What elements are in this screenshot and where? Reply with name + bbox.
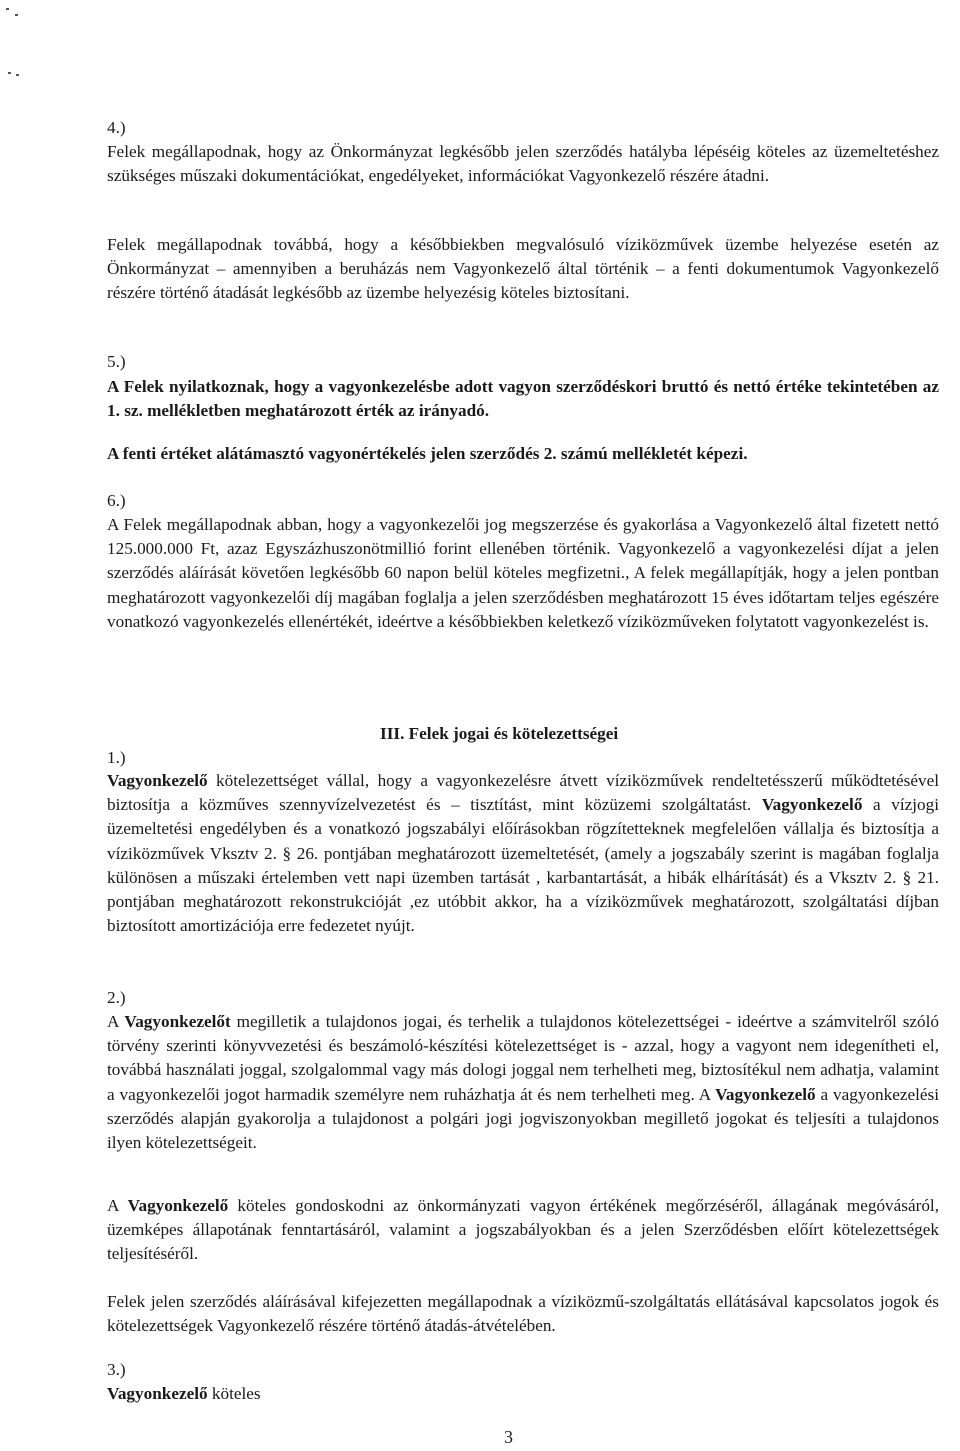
scan-speck [15,14,18,16]
section-4-paragraph-2: Felek megállapodnak továbbá, hogy a későbbiekben megvalósuló víziközművek üzembe helyezése esetén az Önkormányzat – amennyiben a beruházás nem Vagyonkezelő által történik – a fenti dokumentumok Vagyonkezelő részére történő átadását legkésőbb az üzembe helyezésig köteles biztosítani. [107,235,939,303]
chapter-3-item-2-paragraph-1 [107,1010,939,1155]
section-6-paragraph-1: A Felek megállapodnak abban, hogy a vagyonkezelői jog megszerzése és gyakorlása a Vagyonkezelő által fizetett nettó 125.000.000 Ft, azaz Egyszázhuszonötmillió forint ellenében történik. Vagyonkezelő a vagyonkezelési díjat a jelen szerződés aláírását követően legkésőbb 60 napon belül köteles megfizetni., A felek megállapítják, hogy a jelen pontban meghatározott vagyonkezelői díj magában foglalja a jelen szerződésben meghatározott 15 éves időtartam teljes egészére vonatkozó vagyonkezelés ellenértékét, ideértve a későbbiekben keletkező víziközműveken folytatott vagyonkezelést is. [107,515,939,631]
vagyonkezelo-term: Vagyonkezelő [107,1384,208,1403]
section-5-paragraph-2: A fenti értéket alátámasztó vagyonértékelés jelen szerződés 2. számú mellékletét képezi. [107,444,748,463]
chapter-3-item-2-paragraph-2 [107,1194,939,1267]
page-number: 3 [504,1427,513,1447]
vagyonkezelo-term: Vagyonkezelő [761,795,863,815]
chapter-3-item-2-text-2: a vagyonkezelési szerződés alapján gyakorolja a tulajdonost a polgári jogi jogviszonyokban megillető jogokat és teljesíti a tulajdonos ilyen kötelezettségeit. [107,1084,940,1153]
chapter-3-item-1-number: 1.) [107,748,126,767]
scan-speck [8,72,11,74]
section-6-number: 6.) [107,491,126,510]
chapter-3-item-3-paragraph [107,1382,939,1406]
scan-speck [16,74,19,76]
chapter-3-item-1-text-2: a vízjogi üzemeltetési engedélyben és a vonatkozó jogszabályi előírásokban rögzítetteknek megfelelően vállalja és biztosítja a víziközművek Vksztv 2. § 26. pontjában meghatározott üzemeltetését, (amely a jogszabály szerint is magában foglalja különösen a műszaki értelemben vett napi üzemben tartását , karbantartását, a hibák elhárítását) és a Vksztv 2. § 21. pontjában meghatározott rekonstrukcióját ,ez utóbbit akkor, ha a víziközművek meghatározott, szolgáltatási díjban biztosított amortizációja erre fedezetet nyújt. [107,795,939,936]
chapter-3-item-2-para-2-text-1: köteles gondoskodni az önkormányzati vagyon értékének megőrzéséről, állagának megóvásáról, üzemképes állapotának fenntartásáról, valamint a jogszabályokban és a jelen Szerződésben előírt kötelezettségek teljesítéséről. [107,1196,939,1264]
section-4-number: 4.) [107,118,126,137]
chapter-3-item-1-paragraph [107,769,939,938]
chapter-3-item-3-text-1: köteles [207,1384,261,1403]
section-5-number: 5.) [107,352,126,371]
chapter-3-heading: III. Felek jogai és kötelezettségei [380,724,619,743]
chapter-3-item-2-number: 2.) [107,988,126,1007]
vagyonkezelo-term: Vagyonkezelő [127,1196,229,1215]
section-5-paragraph-1: A Felek nyilatkoznak, hogy a vagyonkezelésbe adott vagyon szerződéskori bruttó és nettó értéke tekintetében az 1. sz. mellékletben meghatározott érték az irányadó. [107,377,939,421]
chapter-3-item-1-text-1: kötelezettséget vállal, hogy a vagyonkezelésre átvett víziközművek rendeltetésszerű működtetésével biztosítja a közműves szennyvízelvezetést és – tisztítást, mint közüzemi szolgáltatást. [107,771,939,815]
vagyonkezelot-term: Vagyonkezelőt [124,1012,231,1031]
chapter-3-item-2-text-1: megilletik a tulajdonos jogai, és terhelik a tulajdonos kötelezettségei - ideértve a számvitelről szóló törvény szerinti könyvvezetési és beszámoló-készítési kötelezettséget is - azzal, hogy a vagyont nem idegenítheti el, továbbá használati joggal, szolgalommal vagy más dologi joggal nem terhelheti meg, biztosítékul nem adhatja, valamint a vagyonkezelői jogot harmadik személyre nem ruházhatja át és nem terhelheti meg. A [107,1012,940,1104]
section-4-paragraph-1: Felek megállapodnak, hogy az Önkormányzat legkésőbb jelen szerződés hatályba lépéséig köteles az üzemeltetéshez szükséges műszaki dokumentációkat, engedélyeket, információkat Vagyonkezelő részére átadni. [107,142,939,186]
chapter-3-item-2-paragraph-3: Felek jelen szerződés aláírásával kifejezetten megállapodnak a víziközmű-szolgáltatás ellátásával kapcsolatos jogok és kötelezettségek Vagyonkezelő részére történő átadás-átvételében. [107,1292,939,1336]
chapter-3-item-2-text-0: A [107,1012,125,1031]
scan-speck [6,8,9,10]
chapter-3-item-3-number: 3.) [107,1360,126,1379]
chapter-3-item-2-para-2-text-0: A [107,1196,128,1215]
vagyonkezelo-term: Vagyonkezelő [715,1084,816,1104]
vagyonkezelo-term: Vagyonkezelő [107,771,208,790]
